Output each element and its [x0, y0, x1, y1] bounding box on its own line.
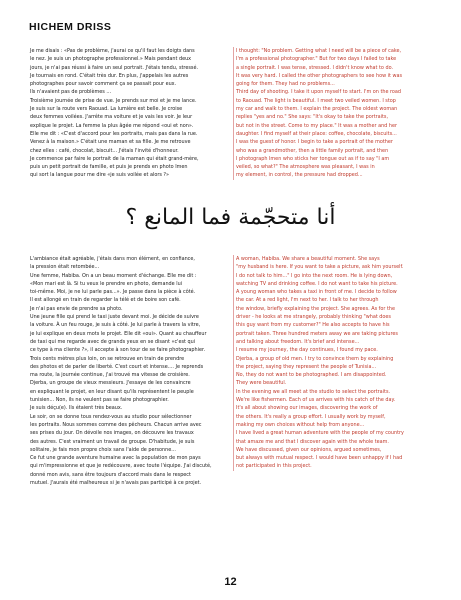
- text-line: "my husband is here. If you want to take a picture, ask him yourself.: [236, 264, 404, 271]
- text-line: We have discussed, given our opinions, argued sometimes,: [236, 446, 382, 453]
- text-line: Je suis sur la route vers Raouad. La lumière est belle. Je croise: [30, 106, 183, 113]
- text-line: It's all about showing our images, discovering the work of: [236, 405, 378, 412]
- text-line: Troisième journée de prise de vue. Je prends sur moi et je me lance.: [30, 97, 197, 104]
- text-line: In the evening we all meet at the studio to select the portraits.: [236, 388, 391, 395]
- text-line: making my own choices without help from anyone...: [236, 421, 365, 428]
- text-line: the car. At a red light, I'm next to her. I talk to her through: [236, 297, 379, 304]
- french-text-block-1: [30, 47, 220, 180]
- text-line: to Raouad. The light is beautiful. I meet two veiled women. I stop: [236, 97, 396, 104]
- text-line: la pression était retombée...: [30, 264, 100, 271]
- text-line: and talking about freedom. It's brief and intense...: [236, 338, 360, 345]
- text-line: le nez. Je suis un photographe professionnel.» Mais pendant deux: [30, 56, 192, 63]
- text-line: Trois cents mètres plus loin, on se retrouve en train de prendre: [30, 355, 185, 362]
- text-line: It was very hard. I called the other photographers to see how it was: [236, 72, 402, 79]
- text-line: A young woman who takes a taxi in front of me. I decide to follow: [236, 289, 397, 296]
- text-line: photographes pour savoir comment ça se passait pour eux.: [30, 81, 177, 88]
- text-line: I thought: "No problem. Getting what I need will be a piece of cake,: [236, 48, 402, 54]
- text-line: solitaire, je fais mon propre choix sans l'aide de personne...: [30, 446, 176, 453]
- author-name: HICHEM DRISS: [29, 21, 112, 33]
- text-line: ses prises du jour. On dévoile nos images, on découvre les travaux: [30, 430, 194, 437]
- text-line: L'ambiance était agréable, j'étais dans mon élément, en confiance,: [30, 256, 195, 262]
- text-line: going for them. They had no problems...: [236, 81, 335, 88]
- text-line: Je tournais en rond. C'était très dur. En plus, j'appelais les autres: [30, 72, 189, 79]
- arabic-title: أنا متحجّمة فما المانع ؟: [125, 205, 336, 230]
- text-line: We're like fishermen. Each of us arrives with his catch of the day.: [236, 397, 396, 404]
- text-line: Elle me dit : «C'est d'accord pour les portraits, mais pas dans la rue.: [30, 130, 198, 137]
- text-line: who was a grandmother, then a little family portrait, and then: [236, 147, 389, 154]
- text-line: A woman, Habiba. We share a beautiful moment. She says: [236, 256, 380, 262]
- text-line: les portraits. Nous sommes comme des pêcheurs. Chacun arrive avec: [30, 421, 202, 428]
- text-line: They were beautiful.: [236, 380, 287, 387]
- text-line: No, they do not want to be photographed. I am disappointed.: [236, 372, 387, 379]
- text-line: I do not talk to him..." I go into the next room. He is lying down,: [236, 272, 393, 279]
- text-line: explique le projet. La femme la plus âgée me répond «oui et non».: [30, 122, 194, 129]
- text-line: portrait taken. Three hundred meters away we are taking pictures: [236, 330, 398, 337]
- text-line: my element, in control, the pressure had dropped...: [236, 172, 363, 179]
- text-line: des autres. C'est vraiment un travail de groupe. D'habitude, je suis: [30, 438, 195, 445]
- text-line: watching TV and drinking coffee. I do not want to take his picture.: [236, 280, 398, 287]
- text-line: puis un petit portrait de famille, et puis je prends en photo Imen: [30, 164, 188, 171]
- text-line: Djerba, un groupe de vieux messieurs. J'essaye de les convaincre: [30, 380, 191, 387]
- text-line: Une femme, Habiba. On a un beau moment d'échange. Elle me dit :: [30, 272, 197, 279]
- text-line: Third day of shooting. I take it upon myself to start. I'm on the road: [236, 89, 402, 96]
- text-line: daughter. I find myself at their place: coffee, chocolate, biscuits...: [236, 130, 397, 137]
- text-line: but not in the street. Come to my place." It was a mother and her: [236, 122, 397, 129]
- text-line: the project, saying they represent the people of Tunisia...: [236, 363, 377, 370]
- text-line: Je commence par faire le portrait de la maman qui était grand-mère,: [30, 155, 199, 162]
- french-text-block-2: [30, 255, 220, 487]
- text-line: qui m'impressionne et que je redécouvre, avec toute l'équipe. J'ai discuté,: [30, 463, 212, 470]
- text-line: a single portrait. I was tense, stressed. I didn't know what to do.: [236, 64, 394, 71]
- text-line: la voiture. À un feu rouge, je suis à côté. Je lui parle à travers la vitre,: [30, 322, 201, 329]
- text-line: Ce fut une grande aventure humaine avec la population de mon pays: [30, 455, 201, 462]
- text-line: en expliquant le projet, en leur disant qu'ils représentent le peuple: [30, 388, 194, 395]
- text-line: I photograph Imen who sticks her tongue out as if to say "I am: [236, 155, 390, 162]
- text-line: veiled, so what?" The atmosphere was pleasant, I was in: [236, 164, 375, 171]
- text-line: I was the guest of honor. I begin to take a portrait of the mother: [236, 139, 393, 146]
- text-line: I have lived a great human adventure with the people of my country: [236, 430, 404, 437]
- text-line: Venez à la maison.» C'était une maman et sa fille. Je me retrouve: [30, 139, 191, 146]
- text-line: not participated in this project.: [236, 463, 312, 470]
- text-line: Je n'ai pas envie de prendre sa photo.: [30, 305, 123, 312]
- text-line: Il est allongé en train de regarder la télé et de boire son café.: [30, 297, 181, 304]
- text-line: «Mon mari est là. Si tu veux le prendre en photo, demande lui: [30, 280, 183, 287]
- text-line: tunisien... Non, ils ne veulent pas se faire photographier.: [30, 397, 169, 404]
- english-text-block-2: [233, 255, 436, 471]
- text-line: je lui explique en deux mots le projet. Elle dit «oui». Quant au chauffeur: [30, 330, 207, 337]
- text-line: des photos et de parler de liberté. C'est court et intense.... Je reprends: [30, 363, 204, 370]
- text-line: Une jeune fille qui prend le taxi juste devant moi. Je décide de suivre: [30, 314, 199, 321]
- text-line: ce type à ma cliente ?», il accepte à son tour de se faire photographier.: [30, 347, 206, 354]
- text-line: I resume my journey, the day continues, I found my pace.: [236, 347, 378, 354]
- text-line: Ils n'avaient pas de problèmes ...: [30, 89, 112, 96]
- page-number: 12: [224, 576, 237, 588]
- text-line: the window, briefly explaining the project. She agrees. As for the: [236, 305, 395, 312]
- text-line: Je suis déçu(e). Ils étaient très beaux.: [30, 405, 123, 412]
- text-line: driver - he looks at me strangely, probably thinking "what does: [236, 314, 391, 321]
- text-line: my car and walk to them. I explain the project. The oldest woman: [236, 106, 398, 113]
- text-line: but always with mutual respect. I would have been unhappy if I had: [236, 455, 403, 462]
- text-line: this guy want from my customer?" He also accepts to have his: [236, 322, 390, 329]
- text-line: de taxi qui me regarde avec de grands yeux en se disant «c'est qui: [30, 338, 196, 345]
- text-line: ma route, la journée continue, j'ai trouvé ma vitesse de croisière.: [30, 372, 190, 379]
- text-line: Je me disais : «Pas de problème, j'aurai ce qu'il faut les doigts dans: [30, 48, 195, 54]
- text-line: Le soir, on se donne tous rendez-vous au studio pour sélectionner: [30, 413, 192, 420]
- text-line: chez elles : café, chocolat, biscuit... J'étais l'invité d'honneur.: [30, 147, 179, 154]
- text-line: mutuel. J'aurais été malheureux si je n'avais pas participé à ce projet.: [30, 480, 202, 487]
- text-line: I'm a professional photographer." But for two days I failed to take: [236, 56, 397, 63]
- text-line: Djerba, a group of old men. I try to convince them by explaining: [236, 355, 394, 362]
- text-line: replies "yes and no." She says: "It's okay to take the portraits,: [236, 114, 389, 121]
- text-line: deux femmes voilées. J'arrête ma voiture et je vais les voir. Je leur: [30, 114, 193, 121]
- text-line: that amaze me and that I discover again with the whole team.: [236, 438, 389, 445]
- text-line: qui sort la langue pour me dire «je suis voilée et alors ?»: [30, 172, 170, 179]
- text-line: donné mon avis, sans être toujours d'accord mais dans le respect: [30, 471, 191, 478]
- text-line: toi-même. Moi, je ne lui parle pas...». Je passe dans la pièce à côté.: [30, 289, 196, 296]
- text-line: jours, je n'ai pas réussi à faire un seul portrait. J'étais tendu, stressé.: [30, 64, 199, 71]
- english-text-block-1: [233, 47, 436, 180]
- text-line: the others. It's really a group effort. I usually work by myself,: [236, 413, 386, 420]
